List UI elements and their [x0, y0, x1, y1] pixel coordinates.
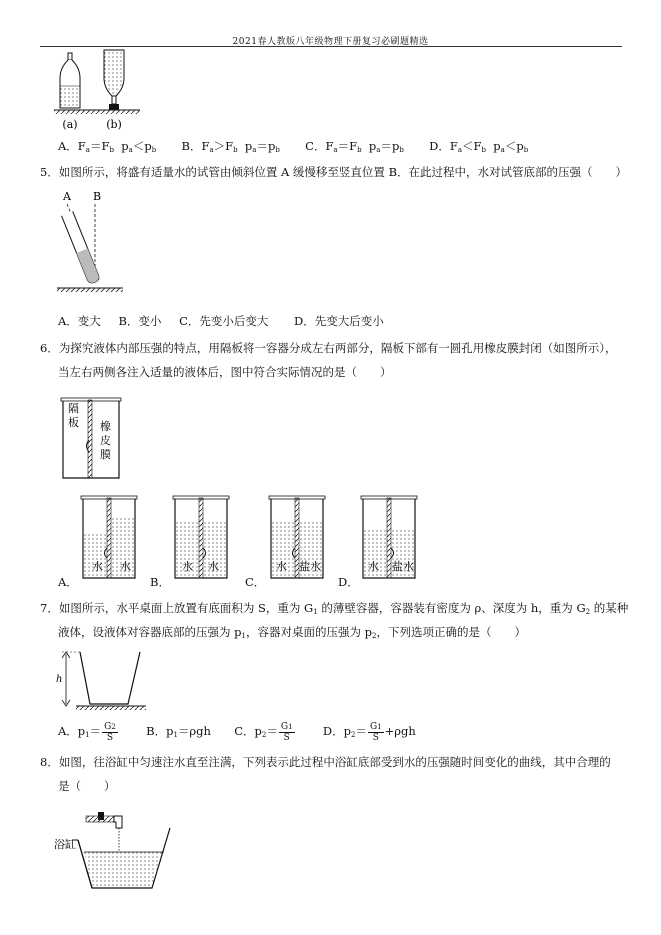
- q5-option-c[interactable]: C．先变小后变大: [179, 314, 269, 328]
- q6-water-label: 水: [208, 560, 219, 573]
- q5-label-b: B: [93, 190, 102, 203]
- svg-text:皮: 皮: [100, 434, 111, 447]
- q6-membrane-label: 橡: [100, 420, 111, 433]
- q5-figure: [55, 188, 125, 300]
- q7-h-label: h: [56, 674, 63, 685]
- q4-option-d[interactable]: D．$F_a<F_b$ $p_a<p_b$: [429, 139, 529, 154]
- q4-option-b[interactable]: B．$F_a>F_b$ $p_a=p_b$: [181, 139, 280, 154]
- q6-water-label: 水: [92, 560, 103, 573]
- q7-option-b[interactable]: B．$p_1=\rho gh$: [146, 724, 211, 739]
- q4-options: [58, 138, 528, 158]
- q7-options: [58, 716, 416, 750]
- q6-water-label: 水: [276, 560, 287, 573]
- q6-option-b-figure[interactable]: [172, 494, 230, 580]
- q6-option-c-figure[interactable]: [268, 494, 326, 580]
- q6-water-label: 水: [182, 560, 193, 573]
- q8-bathtub-label: 浴缸: [54, 838, 76, 851]
- q7-stem-line1: 7．如图所示，水平桌面上放置有底面积为 S，重为 $G_1$ 的薄壁容器，容器装有密度为 ρ、深度为 h，重为 $G_2$ 的某种: [40, 601, 629, 616]
- q5-option-d[interactable]: D．先变大后变小: [294, 314, 384, 328]
- q4-option-a[interactable]: A．$F_a=F_b$ $p_a<p_b$: [58, 139, 157, 154]
- q5-stem: 5．如图所示，将盛有适量水的试管由倾斜位置 A 缓慢移至竖直位置 B．在此过程中，水对试管底部的压强（ ）: [40, 165, 628, 179]
- q6-opt-letter-a[interactable]: A．: [58, 575, 78, 589]
- q8-stem-line2: 是（ ）: [58, 779, 116, 793]
- q5-option-b[interactable]: B．变小: [118, 314, 162, 328]
- q5-option-a[interactable]: A．变大: [58, 314, 101, 328]
- q4-figure: [52, 48, 142, 134]
- q7-option-c[interactable]: C．$p_2=$ $\frac{G1}{S}$: [234, 721, 293, 743]
- page-header: 2021春人教版八年级物理下册复习必刷题精选: [232, 37, 429, 47]
- q6-opt-letter-b[interactable]: B．: [150, 575, 170, 589]
- q6-opt-letter-d[interactable]: D．: [338, 575, 359, 589]
- q5-label-a: A: [63, 190, 71, 203]
- q6-opt-letter-c[interactable]: C．: [245, 575, 266, 589]
- svg-text:膜: 膜: [100, 448, 111, 461]
- q6-main-figure: [60, 396, 122, 480]
- q6-option-a-figure[interactable]: [80, 494, 138, 580]
- q6-partition-label: 隔: [68, 402, 79, 415]
- q7-option-a[interactable]: A．$p_1=$ $\frac{G2}{S}$: [58, 721, 116, 743]
- q4-fig-label-b: (b): [106, 118, 122, 131]
- q8-figure: [52, 808, 176, 892]
- q6-stem-line2: 当左右两侧各注入适量的液体后，图中符合实际情况的是（ ）: [58, 365, 392, 379]
- q7-stem-line2: 液体，设液体对容器底部的压强为 $p_1$，容器对桌面的压强为 $p_2$，下列选项正确的是（ ）: [58, 625, 526, 640]
- q7-figure: [52, 648, 152, 712]
- q6-water-label: 水: [120, 560, 131, 573]
- header-rule: [40, 46, 622, 47]
- q6-water-label: 水: [368, 560, 379, 573]
- q4-fig-label-a: (a): [62, 118, 78, 131]
- q6-saltwater-label: 盐水: [299, 560, 321, 573]
- q8-stem-line1: 8．如图，往浴缸中匀速注水直至注满，下列表示此过程中浴缸底部受到水的压强随时间变化的曲线，其中合理的: [40, 755, 611, 769]
- q4-option-c[interactable]: C．$F_a=F_b$ $p_a=p_b$: [305, 139, 404, 154]
- q5-options: [58, 313, 384, 329]
- svg-text:板: 板: [68, 416, 79, 429]
- q6-option-d-figure[interactable]: [360, 494, 418, 580]
- q7-option-d[interactable]: D．$p_2=$ $\frac{G1}{S}$ +ρgh: [322, 721, 416, 743]
- q6-saltwater-label: 盐水: [392, 560, 414, 573]
- q6-stem-line1: 6．为探究液体内部压强的特点，用隔板将一容器分成左右两部分，隔板下部有一圆孔用橡皮膜封闭（如图所示），: [40, 341, 617, 355]
